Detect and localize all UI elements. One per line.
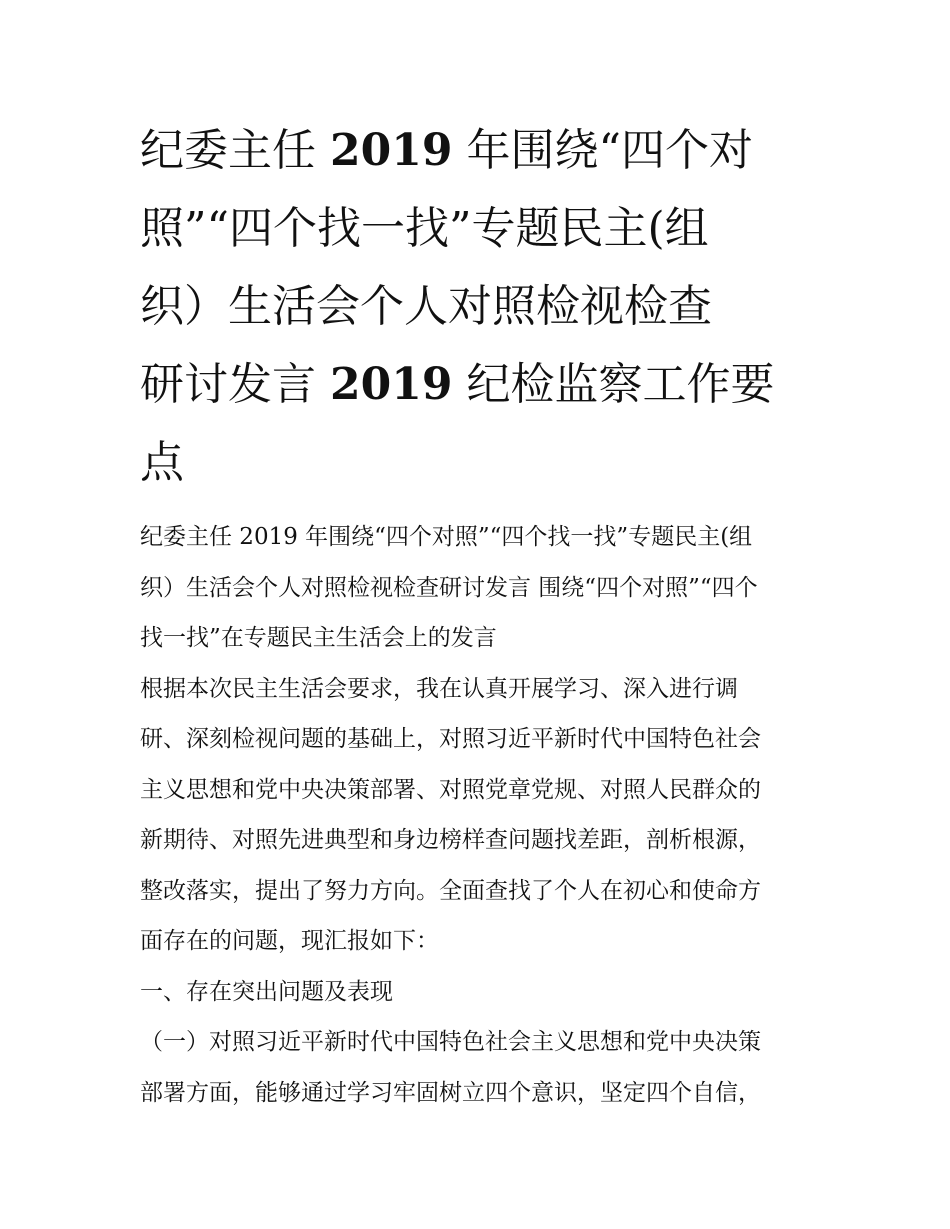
title-line: 研讨发言 2019 纪检监察工作要 <box>140 359 775 410</box>
document-body <box>140 512 820 1118</box>
title-line: 织）生活会个人对照检视检查 <box>140 281 712 332</box>
body-line: 根据本次民主生活会要求，我在认真开展学习、深入进行调 <box>140 675 738 702</box>
title-line: 照”“四个找一找”专题民主(组 <box>140 203 709 254</box>
title-line: 点 <box>140 437 184 488</box>
body-line: 主义思想和党中央决策部署、对照党章党规、对照人民群众的 <box>140 776 761 803</box>
body-line: 研、深刻检视问题的基础上，对照习近平新时代中国特色社会 <box>140 726 761 752</box>
body-line: 部署方面，能够通过学习牢固树立四个意识，坚定四个自信， <box>140 1079 761 1106</box>
body-line: 织）生活会个人对照检视检查研讨发言 围绕“四个对照”“四个 <box>140 574 758 601</box>
document-title <box>140 112 820 502</box>
body-line: 面存在的问题，现汇报如下： <box>140 928 439 954</box>
body-line: 纪委主任 2019 年围绕“四个对照”“四个找一找”专题民主(组 <box>140 524 753 550</box>
section-heading: 一、存在突出问题及表现 <box>140 978 393 1005</box>
title-line: 纪委主任 2019 年围绕“四个对 <box>140 125 753 176</box>
body-line: 新期待、对照先进典型和身边榜样查问题找差距，剖析根源， <box>140 827 761 853</box>
body-line: 找一找”在专题民主生活会上的发言 <box>140 625 497 651</box>
body-line: 整改落实，提出了努力方向。全面查找了个人在初心和使命方 <box>140 877 761 904</box>
body-line: （一）对照习近平新时代中国特色社会主义思想和党中央决策 <box>140 1029 761 1055</box>
